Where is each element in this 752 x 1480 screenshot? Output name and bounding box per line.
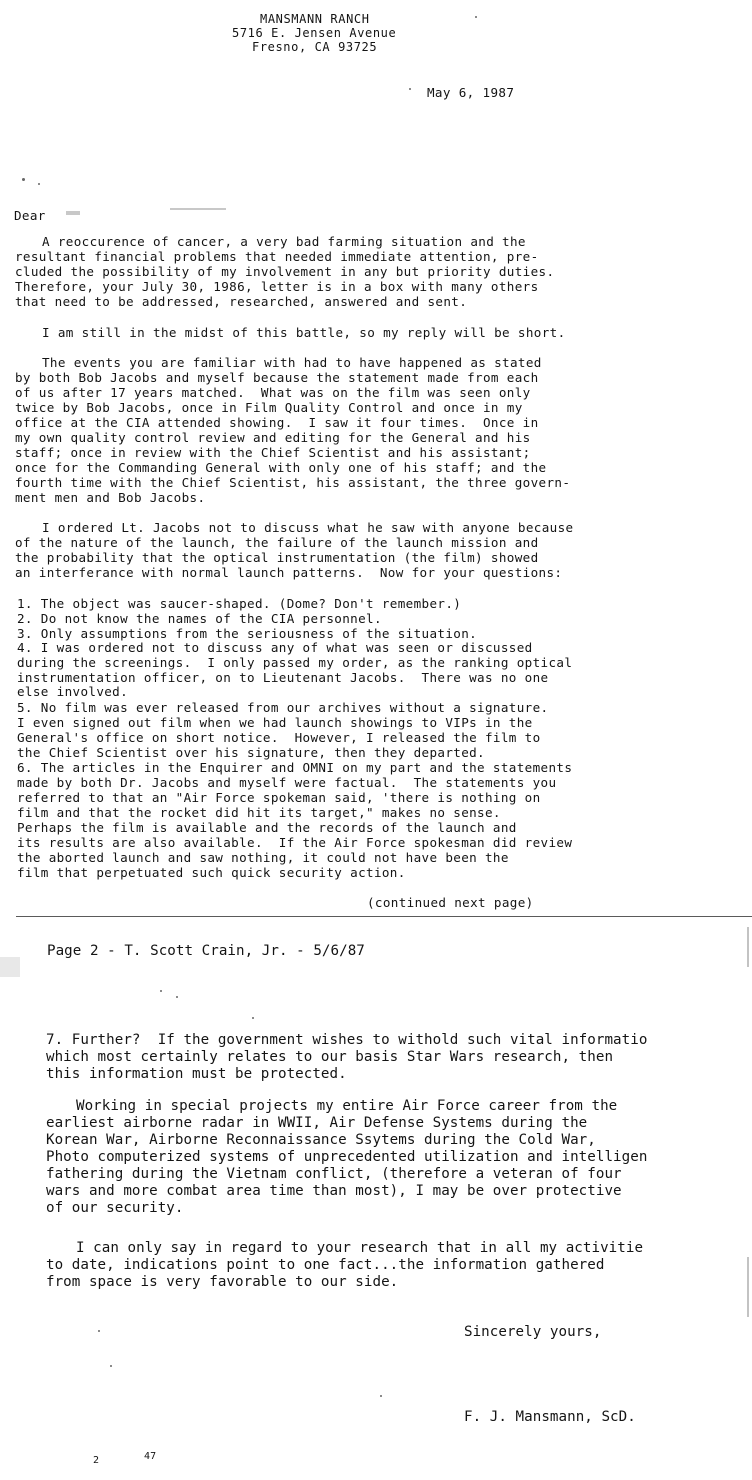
scan-speck bbox=[22, 178, 25, 181]
body-line: my own quality control review and editing for the General and his bbox=[15, 430, 531, 445]
scan-speck bbox=[38, 183, 40, 185]
answer-line: referred to that an "Air Force spokeman said, 'there is nothing on bbox=[17, 790, 541, 805]
answer-line: Perhaps the film is available and the records of the launch and bbox=[17, 820, 517, 835]
scan-edge-mark bbox=[0, 957, 20, 977]
body-line: which most certainly relates to our basis Star Wars research, then bbox=[46, 1049, 614, 1065]
redaction-smudge bbox=[66, 211, 80, 215]
scan-speck bbox=[252, 1017, 254, 1019]
body-line: to date, indications point to one fact...the information gathered bbox=[46, 1257, 605, 1273]
body-line: I am still in the midst of this battle, so my reply will be short. bbox=[42, 325, 566, 340]
body-line: The events you are familiar with had to have happened as stated bbox=[42, 355, 542, 370]
answer-line: the Chief Scientist over his signature, then they departed. bbox=[17, 745, 485, 760]
closing: Sincerely yours, bbox=[464, 1324, 602, 1340]
body-line: twice by Bob Jacobs, once in Film Quality Control and once in my bbox=[15, 400, 523, 415]
body-line: the probability that the optical instrumentation (the film) showed bbox=[15, 550, 539, 565]
answer-line: 4. I was ordered not to discuss any of what was seen or discussed bbox=[17, 640, 533, 655]
body-line: office at the CIA attended showing. I saw it four times. Once in bbox=[15, 415, 539, 430]
letter-page-2 bbox=[0, 917, 752, 1480]
body-line: fourth time with the Chief Scientist, his assistant, the three govern- bbox=[15, 475, 571, 490]
body-line: I ordered Lt. Jacobs not to discuss what he saw with anyone because bbox=[42, 520, 574, 535]
scan-speck bbox=[475, 16, 477, 18]
body-line: staff; once in review with the Chief Scientist and his assistant; bbox=[15, 445, 531, 460]
answer-line: 3. Only assumptions from the seriousness of the situation. bbox=[17, 626, 478, 641]
scan-speck bbox=[409, 88, 411, 90]
body-line: resultant financial problems that needed immediate attention, pre- bbox=[15, 249, 539, 264]
answer-line: General's office on short notice. However, I released the film to bbox=[17, 730, 541, 745]
body-line: earliest airborne radar in WWII, Air Defense Systems during the bbox=[46, 1115, 588, 1131]
scan-speck bbox=[110, 1365, 112, 1367]
answer-line: 6. The articles in the Enquirer and OMNI on my part and the statements bbox=[17, 760, 573, 775]
scan-speck bbox=[176, 996, 178, 998]
body-line: ment men and Bob Jacobs. bbox=[15, 490, 206, 505]
answer-line: during the screenings. I only passed my order, as the ranking optical bbox=[17, 655, 573, 670]
body-line: 7. Further? If the government wishes to withold such vital informatio bbox=[46, 1032, 648, 1048]
body-line: Korean War, Airborne Reconnaissance Ssytems during the Cold War, bbox=[46, 1132, 596, 1148]
letterhead-city: Fresno, CA 93725 bbox=[252, 40, 378, 54]
body-line: A reoccurence of cancer, a very bad farming situation and the bbox=[42, 234, 526, 249]
body-line: this information must be protected. bbox=[46, 1066, 347, 1082]
letterhead-street: 5716 E. Jensen Avenue bbox=[232, 26, 397, 40]
answer-line: made by both Dr. Jacobs and myself were factual. The statements you bbox=[17, 775, 557, 790]
answer-line: else involved. bbox=[17, 684, 129, 699]
body-line: by both Bob Jacobs and myself because the statement made from each bbox=[15, 370, 539, 385]
letterhead-name: MANSMANN RANCH bbox=[260, 12, 370, 26]
continued-note: (continued next page) bbox=[367, 895, 534, 910]
salutation: Dear bbox=[14, 208, 46, 223]
body-line: fathering during the Vietnam conflict, (therefore a veteran of four bbox=[46, 1166, 622, 1182]
body-line: I can only say in regard to your research that in all my activitie bbox=[76, 1240, 644, 1256]
scan-speck bbox=[380, 1395, 382, 1397]
body-line: Working in special projects my entire Air Force career from the bbox=[76, 1098, 618, 1114]
body-line: an interferance with normal launch patterns. Now for your questions: bbox=[15, 565, 563, 580]
body-line: of our security. bbox=[46, 1200, 184, 1216]
scan-edge-mark bbox=[747, 1257, 749, 1317]
body-line: Therefore, your July 30, 1986, letter is in a box with many others bbox=[15, 279, 539, 294]
answer-line: film and that the rocket did hit its target," makes no sense. bbox=[17, 805, 501, 820]
scan-speck bbox=[160, 990, 162, 992]
body-line: of the nature of the launch, the failure of the launch mission and bbox=[15, 535, 539, 550]
redaction-smudge bbox=[170, 208, 226, 210]
body-line: of us after 17 years matched. What was on the film was seen only bbox=[15, 385, 531, 400]
body-line: Photo computerized systems of unprecedented utilization and intelligen bbox=[46, 1149, 648, 1165]
answer-line: film that perpetuated such quick security action. bbox=[17, 865, 406, 880]
answer-line: 2. Do not know the names of the CIA personnel. bbox=[17, 611, 382, 626]
body-line: once for the Commanding General with only one of his staff; and the bbox=[15, 460, 547, 475]
scan-speck bbox=[98, 1330, 100, 1332]
answer-line: I even signed out film when we had launch showings to VIPs in the bbox=[17, 715, 533, 730]
body-line: from space is very favorable to our side. bbox=[46, 1274, 399, 1290]
letter-date: May 6, 1987 bbox=[427, 85, 515, 100]
answer-line: instrumentation officer, on to Lieutenant Jacobs. There was no one bbox=[17, 670, 549, 685]
signature-name: F. J. Mansmann, ScD. bbox=[464, 1409, 636, 1425]
page-header: Page 2 - T. Scott Crain, Jr. - 5/6/87 bbox=[47, 943, 365, 959]
footer-mark: 47 bbox=[144, 1451, 157, 1462]
body-line: cluded the possibility of my involvement in any but priority duties. bbox=[15, 264, 555, 279]
answer-line: 5. No film was ever released from our archives without a signature. bbox=[17, 700, 549, 715]
footer-mark: 2 bbox=[93, 1455, 100, 1466]
answer-line: 1. The object was saucer-shaped. (Dome? Don't remember.) bbox=[17, 596, 462, 611]
answer-line: its results are also available. If the Air Force spokesman did review bbox=[17, 835, 573, 850]
body-line: wars and more combat area time than most), I may be over protective bbox=[46, 1183, 622, 1199]
body-line: that need to be addressed, researched, answered and sent. bbox=[15, 294, 468, 309]
scan-edge-mark bbox=[747, 927, 749, 967]
answer-line: the aborted launch and saw nothing, it could not have been the bbox=[17, 850, 509, 865]
